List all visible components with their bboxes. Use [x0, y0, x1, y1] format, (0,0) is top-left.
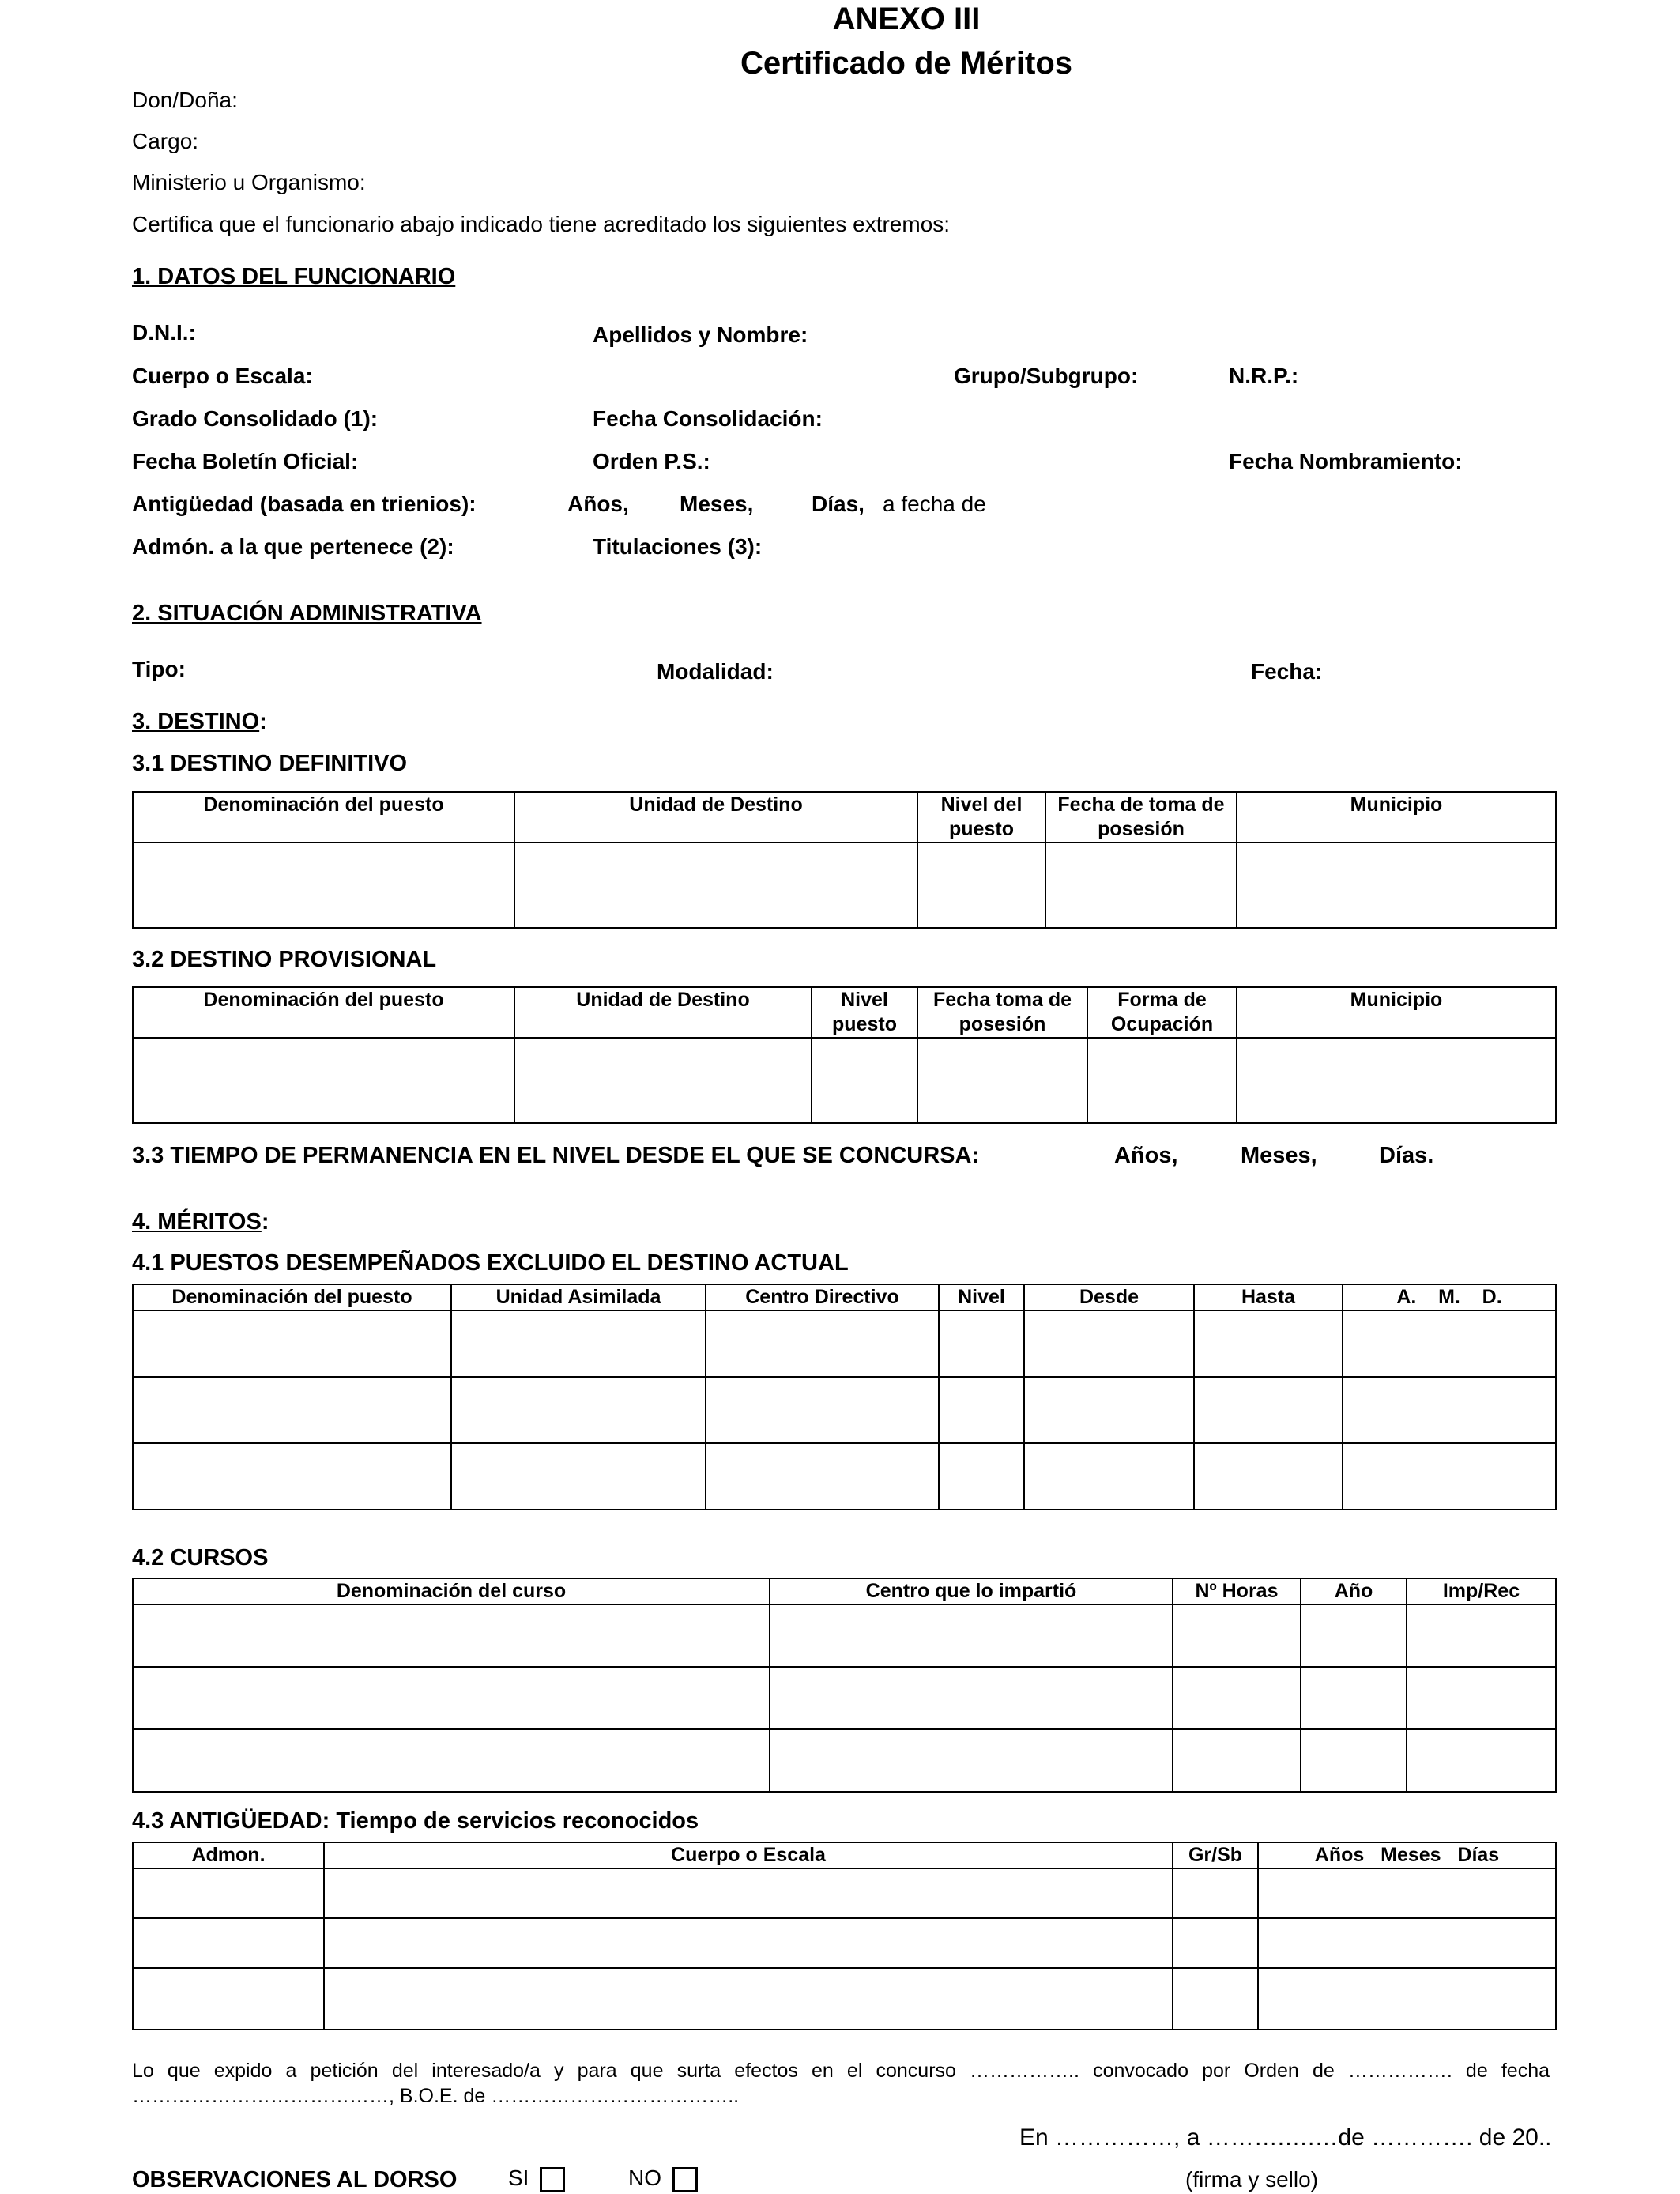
table-header: Nº Horas: [1173, 1578, 1301, 1604]
table-header: Municipio: [1237, 987, 1556, 1038]
table-cell[interactable]: [1407, 1667, 1556, 1729]
table-row: [133, 1038, 1556, 1123]
table-cell[interactable]: [133, 1038, 514, 1123]
table-row: [133, 843, 1556, 928]
table-cell[interactable]: [770, 1729, 1173, 1792]
table-cell[interactable]: [939, 1377, 1024, 1443]
table-header: Cuerpo o Escala: [324, 1842, 1173, 1868]
table-cell[interactable]: [1258, 1868, 1556, 1918]
table-cell[interactable]: [1343, 1310, 1556, 1377]
table-header: Gr/Sb: [1173, 1842, 1258, 1868]
table-row: [133, 1377, 1556, 1443]
table-cell[interactable]: [1173, 1918, 1258, 1968]
table-header: Municipio: [1237, 792, 1556, 843]
fecha-situacion-label: Fecha:: [1251, 659, 1323, 684]
table-cell[interactable]: [133, 1377, 451, 1443]
section43-heading-rest: Tiempo de servicios reconocidos: [330, 1808, 699, 1834]
table-cell[interactable]: [324, 1918, 1173, 1968]
section33-heading: 3.3 TIEMPO DE PERMANENCIA EN EL NIVEL DESDE EL QUE SE CONCURSA:: [132, 1143, 980, 1168]
table-header: Fecha de toma de posesión: [1045, 792, 1237, 843]
no-label: NO: [628, 2166, 661, 2190]
section3-heading-text: 3. DESTINO: [132, 709, 260, 734]
dni-label: D.N.I.:: [132, 320, 196, 345]
section43-heading-bold: 4.3 ANTIGÜEDAD:: [132, 1808, 330, 1834]
cargo-label: Cargo:: [132, 129, 199, 153]
table-header: Centro Directivo: [706, 1284, 939, 1310]
antiguedad-anos: Años,: [567, 492, 629, 516]
table-cell[interactable]: [514, 1038, 812, 1123]
table-cell[interactable]: [1258, 1918, 1556, 1968]
place-date-line: En ……………, a ……….….…de …………. de 20..: [1019, 2124, 1552, 2151]
destino-provisional-table: [132, 986, 1557, 1124]
table-cell[interactable]: [1173, 1604, 1301, 1667]
table-cell[interactable]: [1045, 843, 1237, 928]
section3-heading: [132, 709, 267, 735]
antiguedad-meses: Meses,: [680, 492, 754, 516]
antiguedad-dias: Días,: [812, 492, 864, 516]
cuerpo-label: Cuerpo o Escala:: [132, 364, 313, 388]
tipo-label: Tipo:: [132, 657, 186, 681]
table-cell[interactable]: [133, 843, 514, 928]
permanencia-anos: Años,: [1114, 1143, 1178, 1168]
ministerio-label: Ministerio u Organismo:: [132, 170, 366, 194]
table-header: Unidad Asimilada: [451, 1284, 706, 1310]
table-header: Fecha toma de posesión: [917, 987, 1087, 1038]
modalidad-label: Modalidad:: [657, 659, 774, 684]
table-cell[interactable]: [1343, 1377, 1556, 1443]
orden-ps-label: Orden P.S.:: [593, 449, 710, 473]
table-cell[interactable]: [1343, 1443, 1556, 1510]
puestos-desempenados-table: [132, 1284, 1557, 1510]
apellidos-label: Apellidos y Nombre:: [593, 322, 808, 347]
table-row: [133, 1918, 1556, 1968]
table-cell[interactable]: [1301, 1729, 1407, 1792]
table-header: A. M. D.: [1343, 1284, 1556, 1310]
table-cell[interactable]: [706, 1310, 939, 1377]
table-cell[interactable]: [451, 1377, 706, 1443]
table-header: Denominación del puesto: [133, 792, 514, 843]
table-cell[interactable]: [1301, 1604, 1407, 1667]
table-cell[interactable]: [770, 1667, 1173, 1729]
certifica-text: Certifica que el funcionario abajo indicado tiene acreditado los siguientes extremos:: [132, 212, 951, 236]
table-cell[interactable]: [133, 1729, 770, 1792]
table-header: Años Meses Días: [1258, 1842, 1556, 1868]
table-row: [133, 1868, 1556, 1918]
section42-heading: 4.2 CURSOS: [132, 1545, 269, 1570]
table-cell[interactable]: [133, 1968, 324, 2030]
table-cell[interactable]: [1258, 1968, 1556, 2030]
table-cell[interactable]: [812, 1038, 917, 1123]
table-header: Denominación del puesto: [133, 987, 514, 1038]
fecha-consolidacion-label: Fecha Consolidación:: [593, 406, 823, 431]
table-cell[interactable]: [324, 1968, 1173, 2030]
table-cell[interactable]: [939, 1443, 1024, 1510]
table-cell[interactable]: [1173, 1667, 1301, 1729]
table-header: Nivel del puesto: [917, 792, 1045, 843]
document-subtitle: Certificado de Méritos: [740, 46, 1073, 81]
table-header: Hasta: [1194, 1284, 1343, 1310]
nrp-label: N.R.P.:: [1229, 364, 1299, 388]
table-header: Denominación del puesto: [133, 1284, 451, 1310]
table-cell[interactable]: [1173, 1729, 1301, 1792]
a-fecha-de-label: a fecha de: [883, 492, 986, 516]
table-cell[interactable]: [1194, 1377, 1343, 1443]
admon-label: Admón. a la que pertenece (2):: [132, 534, 454, 559]
table-row: [133, 1604, 1556, 1667]
table-row: [133, 1729, 1556, 1792]
permanencia-dias: Días.: [1379, 1143, 1434, 1168]
table-row: [133, 1968, 1556, 2030]
observaciones-label: OBSERVACIONES AL DORSO: [132, 2167, 458, 2192]
section32-heading: 3.2 DESTINO PROVISIONAL: [132, 947, 437, 972]
table-cell[interactable]: [133, 1604, 770, 1667]
section4-heading-text: 4. MÉRITOS: [132, 1209, 262, 1235]
table-header: Desde: [1024, 1284, 1194, 1310]
table-header: Nivel puesto: [812, 987, 917, 1038]
section43-heading: [132, 1808, 699, 1834]
permanencia-meses: Meses,: [1241, 1143, 1317, 1168]
titulaciones-label: Titulaciones (3):: [593, 534, 763, 559]
antiguedad-table: [132, 1842, 1557, 2030]
table-header: Centro que lo impartió: [770, 1578, 1173, 1604]
table-cell[interactable]: [133, 1868, 324, 1918]
grupo-label: Grupo/Subgrupo:: [954, 364, 1139, 388]
table-header: Unidad de Destino: [514, 987, 812, 1038]
table-cell[interactable]: [770, 1604, 1173, 1667]
table-header: Denominación del curso: [133, 1578, 770, 1604]
cursos-table: [132, 1578, 1557, 1793]
table-cell[interactable]: [706, 1443, 939, 1510]
no-checkbox[interactable]: [672, 2167, 698, 2192]
section31-heading: 3.1 DESTINO DEFINITIVO: [132, 751, 408, 776]
table-cell[interactable]: [1173, 1868, 1258, 1918]
table-cell[interactable]: [939, 1310, 1024, 1377]
table-row: [133, 1310, 1556, 1377]
fecha-nombramiento-label: Fecha Nombramiento:: [1229, 449, 1463, 473]
si-label: SI: [508, 2166, 529, 2190]
table-cell[interactable]: [1173, 1968, 1258, 2030]
si-option: [508, 2166, 565, 2192]
table-cell[interactable]: [1407, 1604, 1556, 1667]
section3-colon: :: [259, 709, 267, 734]
table-header: Admon.: [133, 1842, 324, 1868]
section2-heading: 2. SITUACIÓN ADMINISTRATIVA: [132, 601, 482, 626]
table-header: Unidad de Destino: [514, 792, 917, 843]
table-cell[interactable]: [133, 1310, 451, 1377]
table-cell[interactable]: [1237, 1038, 1556, 1123]
table-cell[interactable]: [1237, 843, 1556, 928]
section1-heading: 1. DATOS DEL FUNCIONARIO: [132, 264, 456, 289]
table-header: Año: [1301, 1578, 1407, 1604]
table-cell[interactable]: [133, 1667, 770, 1729]
section4-heading: [132, 1209, 269, 1235]
table-cell[interactable]: [514, 843, 917, 928]
table-cell[interactable]: [133, 1443, 451, 1510]
table-cell[interactable]: [917, 1038, 1087, 1123]
si-checkbox[interactable]: [540, 2167, 565, 2192]
no-option: [628, 2166, 698, 2192]
table-cell[interactable]: [917, 843, 1045, 928]
table-cell[interactable]: [324, 1868, 1173, 1918]
table-cell[interactable]: [1024, 1310, 1194, 1377]
don-label: Don/Doña:: [132, 88, 238, 112]
table-cell[interactable]: [1087, 1038, 1237, 1123]
table-cell[interactable]: [133, 1918, 324, 1968]
table-header: Imp/Rec: [1407, 1578, 1556, 1604]
expido-text-line1: Lo que expido a petición del interesado/a y para que surta efectos en el concurso …………….. convocado por Orden de ……………. de fecha: [132, 2060, 1550, 2082]
table-cell[interactable]: [706, 1377, 939, 1443]
table-row: [133, 1667, 1556, 1729]
table-row: [133, 1443, 1556, 1510]
table-cell[interactable]: [451, 1310, 706, 1377]
table-cell[interactable]: [1194, 1310, 1343, 1377]
table-header: Nivel: [939, 1284, 1024, 1310]
firma-sello-label: (firma y sello): [1185, 2167, 1319, 2192]
section4-colon: :: [261, 1209, 269, 1235]
table-cell[interactable]: [451, 1443, 706, 1510]
grado-label: Grado Consolidado (1):: [132, 406, 379, 431]
antiguedad-label: Antigüedad (basada en trienios):: [132, 492, 477, 516]
destino-definitivo-table: [132, 791, 1557, 929]
section41-heading: 4.1 PUESTOS DESEMPEÑADOS EXCLUIDO EL DESTINO ACTUAL: [132, 1250, 849, 1276]
fecha-boletin-label: Fecha Boletín Oficial:: [132, 449, 359, 473]
table-header: Forma de Ocupación: [1087, 987, 1237, 1038]
table-cell[interactable]: [1407, 1729, 1556, 1792]
table-cell[interactable]: [1301, 1667, 1407, 1729]
table-cell[interactable]: [1024, 1443, 1194, 1510]
document-title: ANEXO III: [832, 2, 981, 36]
table-cell[interactable]: [1194, 1443, 1343, 1510]
table-cell[interactable]: [1024, 1377, 1194, 1443]
expido-text-line2: …………………………………, B.O.E. de ………………………………..: [132, 2085, 740, 2107]
